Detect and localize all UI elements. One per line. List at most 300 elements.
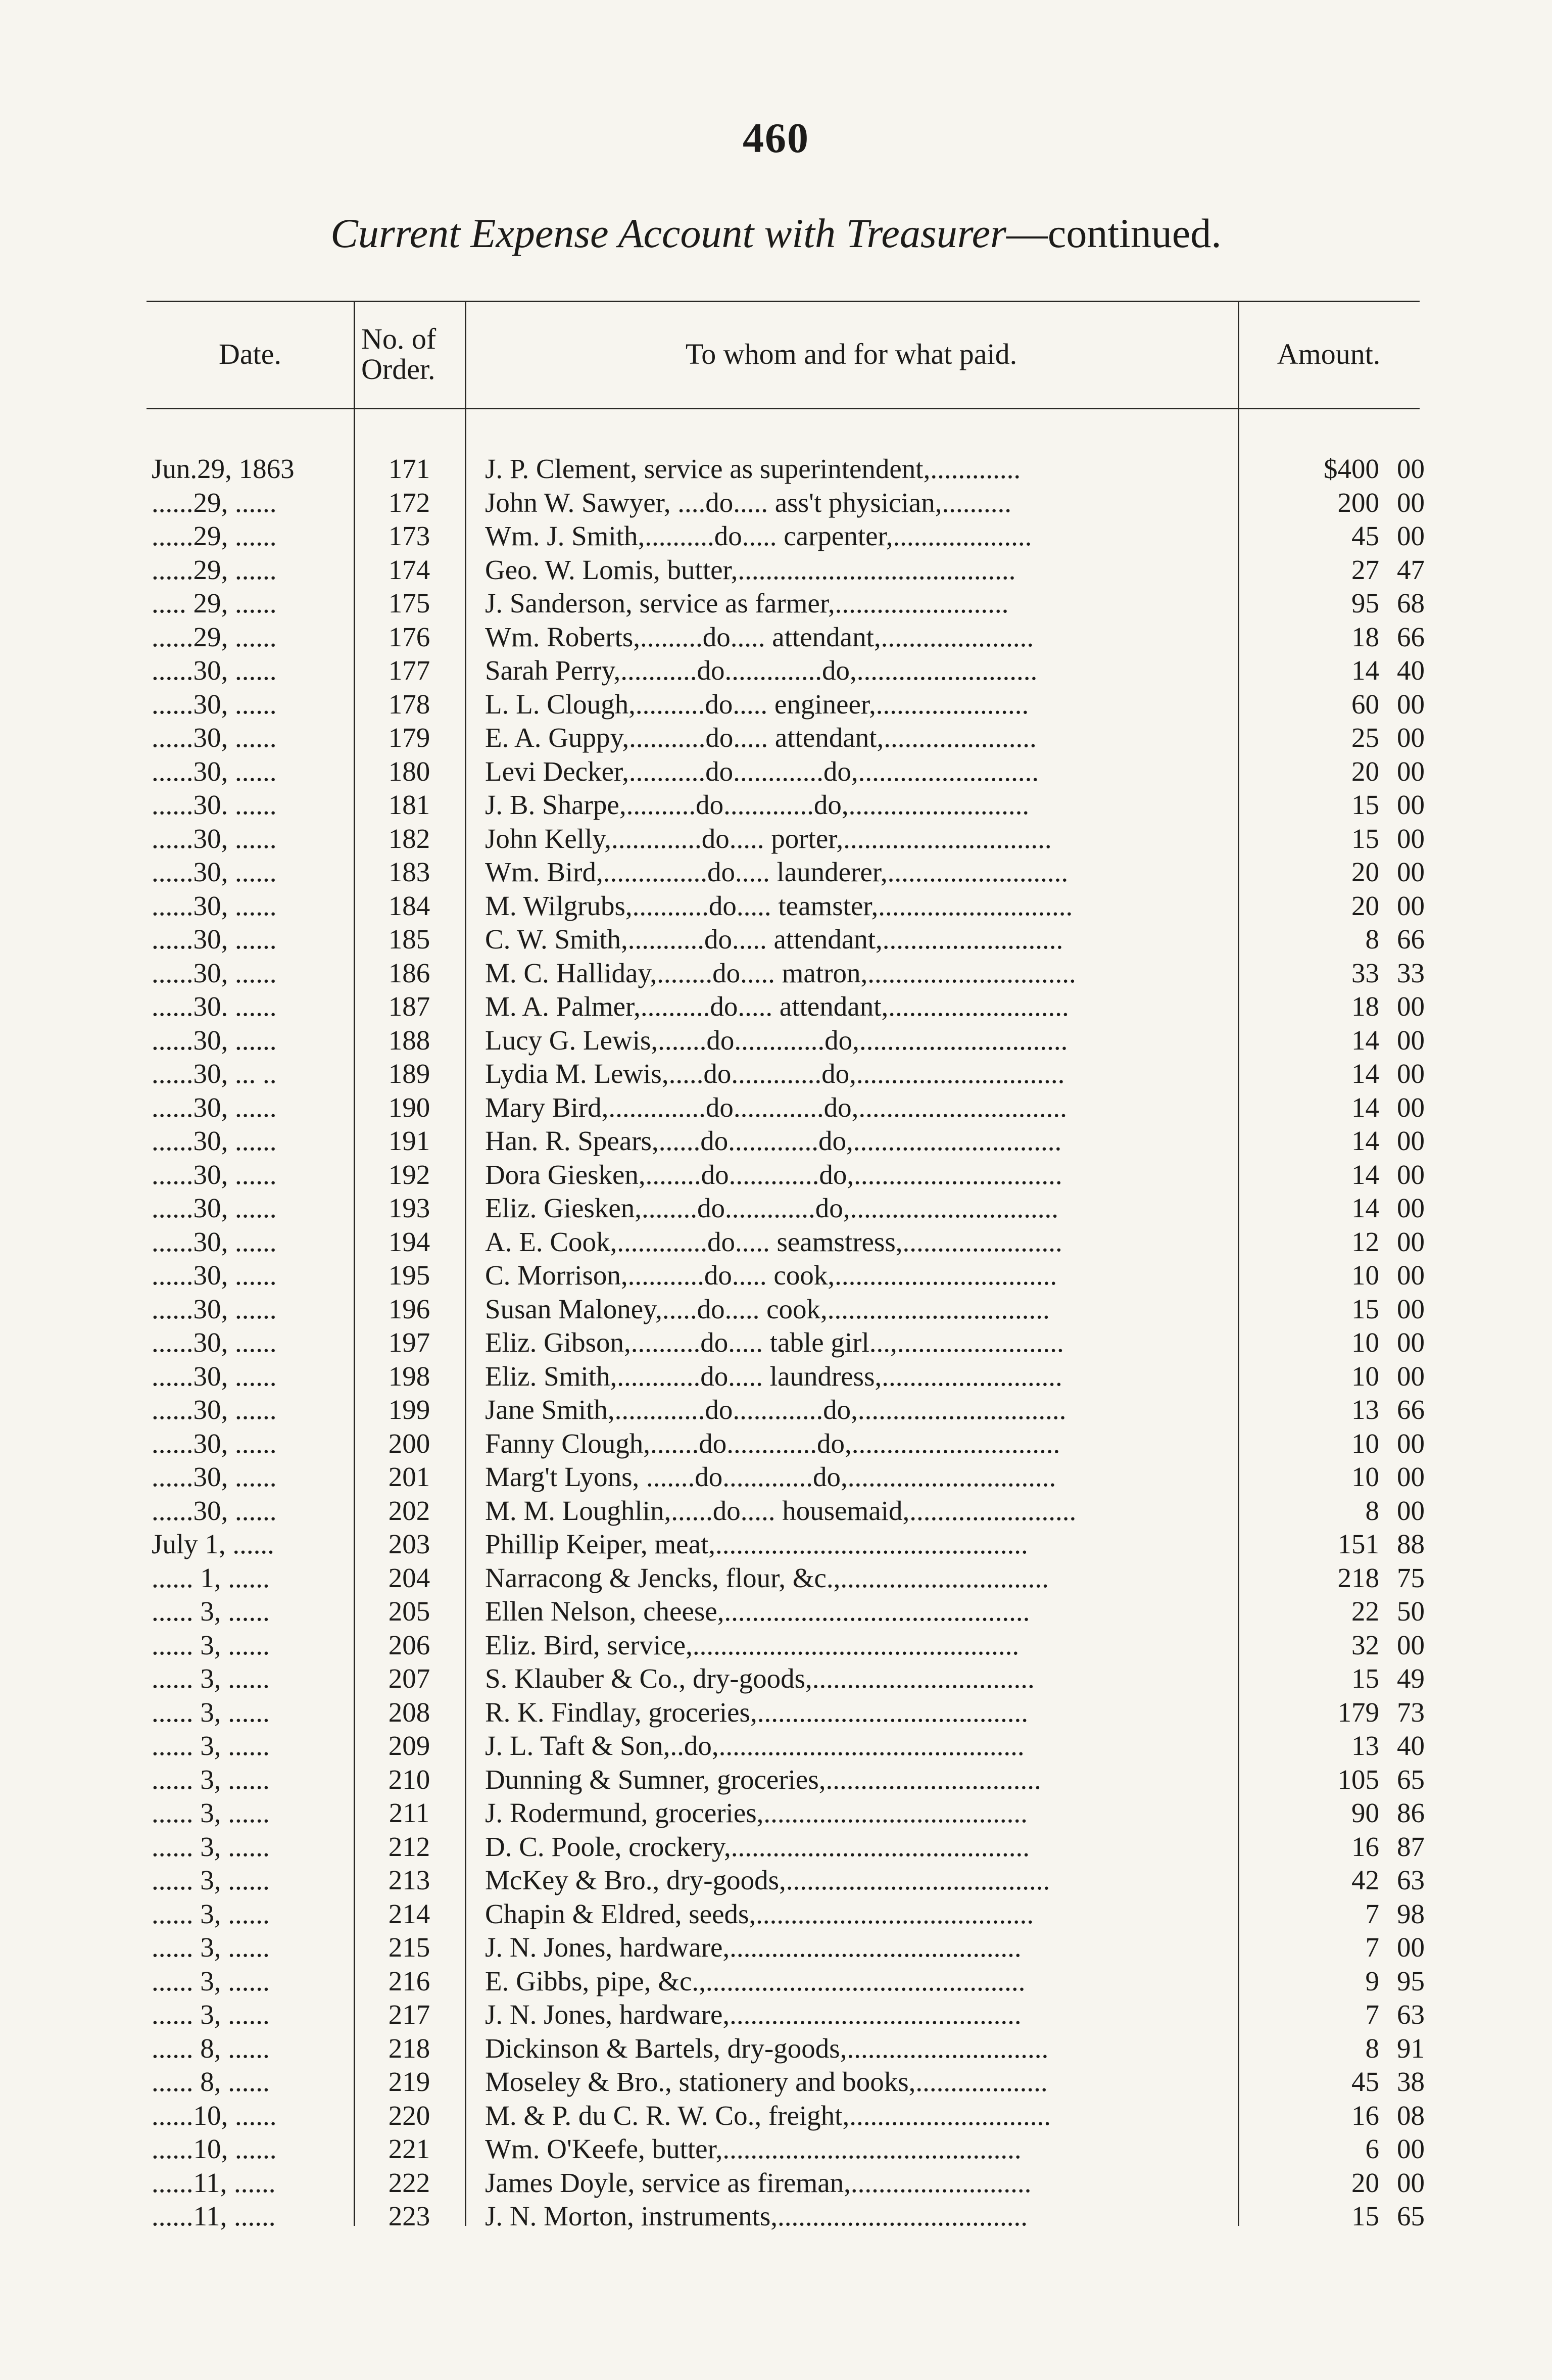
row-date: ......29, ......: [152, 487, 277, 518]
row-amount: [1273, 1494, 1425, 1528]
row-description: C. W. Smith,...........do..... attendant,..........................: [485, 924, 1063, 955]
row-cents: 38: [1397, 2066, 1425, 2097]
row-order-number: 194: [388, 1226, 430, 1257]
row-cents: 00: [1397, 890, 1425, 921]
row-dollars: 20: [1351, 2167, 1379, 2198]
table-row: [147, 1561, 1425, 1595]
table-row: [147, 1393, 1425, 1427]
row-cents: 66: [1397, 924, 1425, 955]
row-cents: 00: [1397, 722, 1425, 753]
row-dollars: $400: [1324, 453, 1379, 484]
row-description: Wm. Bird,...............do..... launderer,..........................: [485, 856, 1069, 887]
row-cents: 95: [1397, 1965, 1425, 1996]
row-description: Wm. J. Smith,..........do..... carpenter,....................: [485, 520, 1032, 551]
row-amount: [1273, 1460, 1425, 1494]
table-row: [147, 654, 1425, 688]
row-cents: 00: [1397, 1024, 1425, 1056]
row-description: Phillip Keiper, meat,.............................................: [485, 1529, 1028, 1559]
table-row: [147, 1057, 1425, 1091]
row-order-number: 213: [388, 1865, 430, 1895]
row-dollars: 14: [1351, 1024, 1379, 1056]
expense-table: [147, 301, 1425, 2231]
row-cents: 87: [1397, 1831, 1425, 1862]
row-order-number: 179: [388, 722, 430, 753]
row-dollars: 14: [1351, 1058, 1379, 1089]
row-description: E. A. Guppy,...........do..... attendant,......................: [485, 722, 1037, 753]
row-dollars: 90: [1351, 1797, 1379, 1828]
row-cents: 00: [1397, 1932, 1425, 1963]
row-date: ..... 29, ......: [152, 588, 277, 618]
row-description: Han. R. Spears,......do.............do,..............................: [485, 1125, 1062, 1156]
row-order-number: 207: [388, 1663, 430, 1694]
row-order-number: 182: [388, 823, 430, 854]
row-description: R. K. Findlay, groceries,.......................................: [485, 1696, 1028, 1728]
row-order-number: 190: [388, 1091, 430, 1123]
row-description: Moseley & Bro., stationery and books,...................: [485, 2066, 1048, 2097]
row-dollars: 14: [1351, 1091, 1379, 1123]
table-row: [147, 587, 1425, 621]
row-amount: [1273, 2166, 1425, 2200]
row-cents: 68: [1397, 588, 1425, 618]
table-body: [147, 452, 1425, 2233]
row-dollars: 25: [1351, 722, 1379, 753]
row-cents: 00: [1397, 1260, 1425, 1291]
row-date: ...... 3, ......: [152, 1629, 270, 1660]
row-cents: 00: [1397, 453, 1425, 484]
row-description: S. Klauber & Co., dry-goods,................................: [485, 1663, 1035, 1694]
row-dollars: 8: [1365, 1495, 1379, 1526]
row-dollars: 10: [1351, 1360, 1379, 1392]
row-amount: [1273, 587, 1425, 620]
row-cents: 50: [1397, 1596, 1425, 1627]
row-description: Wm. Roberts,.........do..... attendant,......................: [485, 621, 1034, 652]
table-row: [147, 1192, 1425, 1225]
row-amount: [1273, 1696, 1425, 1729]
row-cents: 63: [1397, 1999, 1425, 2030]
row-cents: 47: [1397, 554, 1425, 585]
row-description: John W. Sawyer, ....do..... ass't physician,..........: [485, 487, 1011, 518]
row-date: ...... 3, ......: [152, 1965, 270, 1996]
row-amount: [1273, 1024, 1425, 1057]
row-cents: 00: [1397, 1193, 1425, 1223]
row-date: ......30, ......: [152, 1394, 277, 1425]
table-row: [147, 1091, 1425, 1125]
row-description: Dora Giesken,........do.............do,..............................: [485, 1159, 1062, 1190]
row-dollars: 7: [1365, 1999, 1379, 2030]
row-date: ...... 3, ......: [152, 1596, 270, 1627]
row-description: E. Gibbs, pipe, &c.,..............................................: [485, 1965, 1026, 1996]
table-row: [147, 1796, 1425, 1830]
row-date: ......30, ......: [152, 688, 277, 720]
row-cents: 00: [1397, 1327, 1425, 1358]
row-date: ......29, ......: [152, 621, 277, 652]
table-row: [147, 1225, 1425, 1259]
row-dollars: 8: [1365, 2032, 1379, 2064]
row-description: J. Rodermund, groceries,......................................: [485, 1797, 1028, 1828]
table-row: [147, 721, 1425, 755]
row-dollars: 14: [1351, 1159, 1379, 1190]
row-order-number: 193: [388, 1193, 430, 1223]
row-date: ......30, ......: [152, 924, 277, 955]
row-dollars: 16: [1351, 2100, 1379, 2131]
table-row: [147, 1864, 1425, 1897]
row-cents: 98: [1397, 1898, 1425, 1929]
row-dollars: 151: [1337, 1529, 1379, 1559]
row-cents: 86: [1397, 1797, 1425, 1828]
row-description: Dickinson & Bartels, dry-goods,.............................: [485, 2032, 1049, 2064]
row-dollars: 8: [1365, 924, 1379, 955]
row-description: M. C. Halliday,........do..... matron,..............................: [485, 957, 1076, 988]
row-description: L. L. Clough,..........do..... engineer,......................: [485, 688, 1029, 720]
row-amount: [1273, 788, 1425, 822]
row-description: Wm. O'Keefe, butter,...........................................: [485, 2133, 1022, 2164]
table-row: [147, 519, 1425, 553]
row-order-number: 216: [388, 1965, 430, 1996]
row-order-number: 221: [388, 2133, 430, 2164]
row-cents: 00: [1397, 1091, 1425, 1123]
row-amount: [1273, 2032, 1425, 2065]
table-row: [147, 2200, 1425, 2233]
row-date: ......11, ......: [152, 2167, 276, 2198]
row-dollars: 13: [1351, 1394, 1379, 1425]
row-amount: [1273, 1192, 1425, 1225]
row-dollars: 15: [1351, 1293, 1379, 1324]
row-order-number: 208: [388, 1696, 430, 1728]
row-date: ......30, ......: [152, 1461, 277, 1492]
row-order-number: 187: [388, 991, 430, 1022]
row-cents: 00: [1397, 1360, 1425, 1392]
row-date: ......30, ......: [152, 1327, 277, 1358]
row-description: Marg't Lyons, .......do.............do,..............................: [485, 1461, 1056, 1492]
table-row: [147, 1965, 1425, 1998]
row-amount: [1273, 1561, 1425, 1595]
table-row: [147, 2166, 1425, 2200]
row-amount: [1273, 822, 1425, 855]
table-row: [147, 1326, 1425, 1360]
row-date: ......30, ......: [152, 1293, 277, 1324]
table-row: [147, 553, 1425, 587]
table-row: [147, 486, 1425, 520]
row-date: ......10, ......: [152, 2133, 277, 2164]
row-cents: 08: [1397, 2100, 1425, 2131]
row-order-number: 202: [388, 1495, 430, 1526]
row-amount: [1273, 1091, 1425, 1124]
row-order-number: 189: [388, 1058, 430, 1089]
row-cents: 88: [1397, 1529, 1425, 1559]
row-order-number: 217: [388, 1999, 430, 2030]
row-date: ...... 3, ......: [152, 1898, 270, 1929]
row-cents: 00: [1397, 688, 1425, 720]
row-amount: [1273, 2132, 1425, 2166]
row-order-number: 185: [388, 924, 430, 955]
row-amount: [1273, 688, 1425, 721]
row-order-number: 198: [388, 1360, 430, 1392]
row-date: ......30, ......: [152, 722, 277, 753]
row-date: ...... 3, ......: [152, 1764, 270, 1795]
row-description: J. B. Sharpe,..........do.............do,..........................: [485, 789, 1030, 820]
row-amount: [1273, 1897, 1425, 1931]
table-header-rule: [147, 408, 1420, 409]
row-cents: 40: [1397, 655, 1425, 686]
row-date: ...... 3, ......: [152, 1730, 270, 1761]
table-row: [147, 1259, 1425, 1293]
row-amount: [1273, 1729, 1425, 1763]
table-row: [147, 1931, 1425, 1965]
row-date: ...... 3, ......: [152, 1932, 270, 1963]
table-row: [147, 889, 1425, 923]
header-order-line2: Order.: [361, 353, 435, 386]
row-amount: [1273, 553, 1425, 587]
row-description: Eliz. Gibson,..........do..... table girl...,........................: [485, 1327, 1064, 1358]
header-order-line1: No. of: [361, 322, 437, 355]
row-dollars: 33: [1351, 957, 1379, 988]
page-title: [0, 210, 1552, 257]
row-dollars: 10: [1351, 1461, 1379, 1492]
table-row: [147, 2065, 1425, 2099]
row-amount: [1273, 2065, 1425, 2099]
row-dollars: 20: [1351, 890, 1379, 921]
row-amount: [1273, 1629, 1425, 1662]
row-amount: [1273, 1528, 1425, 1561]
table-row: [147, 2032, 1425, 2066]
row-cents: 40: [1397, 1730, 1425, 1761]
row-amount: [1273, 519, 1425, 553]
row-dollars: 10: [1351, 1327, 1379, 1358]
row-order-number: 209: [388, 1730, 430, 1761]
row-order-number: 173: [388, 520, 430, 551]
row-date: ......30, ......: [152, 655, 277, 686]
row-dollars: 22: [1351, 1596, 1379, 1627]
row-cents: 00: [1397, 991, 1425, 1022]
row-description: J. P. Clement, service as superintendent,.............: [485, 453, 1021, 484]
row-amount: [1273, 654, 1425, 687]
row-order-number: 183: [388, 856, 430, 887]
row-order-number: 195: [388, 1260, 430, 1291]
row-description: A. E. Cook,.............do..... seamstress,.......................: [485, 1226, 1062, 1257]
row-description: M. M. Loughlin,......do..... housemaid,........................: [485, 1495, 1077, 1526]
row-order-number: 206: [388, 1629, 430, 1660]
row-cents: 00: [1397, 1427, 1425, 1459]
row-dollars: 60: [1351, 688, 1379, 720]
row-order-number: 210: [388, 1764, 430, 1795]
row-dollars: 9: [1365, 1965, 1379, 1996]
row-amount: [1273, 1293, 1425, 1326]
row-dollars: 18: [1351, 991, 1379, 1022]
row-amount: [1273, 721, 1425, 754]
row-order-number: 176: [388, 621, 430, 652]
row-amount: [1273, 1662, 1425, 1695]
row-cents: 00: [1397, 520, 1425, 551]
row-dollars: 200: [1337, 487, 1379, 518]
title-continued: continued.: [1047, 210, 1222, 256]
row-date: ......30, ... ..: [152, 1058, 277, 1089]
row-dollars: 218: [1337, 1562, 1379, 1593]
row-dollars: 45: [1351, 2066, 1379, 2097]
row-amount: [1273, 1326, 1425, 1359]
row-order-number: 175: [388, 588, 430, 618]
row-order-number: 199: [388, 1394, 430, 1425]
row-amount: [1273, 1931, 1425, 1964]
row-amount: [1273, 889, 1425, 923]
row-description: Dunning & Sumner, groceries,...............................: [485, 1764, 1041, 1795]
row-date: ...... 3, ......: [152, 1999, 270, 2030]
row-description: Chapin & Eldred, seeds,........................................: [485, 1898, 1034, 1929]
row-description: Mary Bird,..............do.............do,..............................: [485, 1091, 1067, 1123]
row-cents: 00: [1397, 487, 1425, 518]
row-cents: 65: [1397, 2201, 1425, 2231]
table-row: [147, 1629, 1425, 1662]
row-description: D. C. Poole, crockery,...........................................: [485, 1831, 1030, 1862]
table-row: [147, 1830, 1425, 1864]
row-description: Lucy G. Lewis,.......do.............do,..............................: [485, 1024, 1068, 1056]
row-cents: 66: [1397, 1394, 1425, 1425]
row-amount: [1273, 1057, 1425, 1090]
row-date: ...... 1, ......: [152, 1562, 270, 1593]
row-order-number: 214: [388, 1898, 430, 1929]
row-date: ......11, ......: [152, 2201, 276, 2231]
row-dollars: 45: [1351, 520, 1379, 551]
row-date: ...... 3, ......: [152, 1797, 270, 1828]
table-row: [147, 1293, 1425, 1326]
row-description: James Doyle, service as fireman,..........................: [485, 2167, 1032, 2198]
table-row: [147, 923, 1425, 957]
row-order-number: 177: [388, 655, 430, 686]
row-date: ...... 3, ......: [152, 1696, 270, 1728]
row-amount: [1273, 1393, 1425, 1426]
table-row: [147, 1427, 1425, 1461]
row-cents: 00: [1397, 1293, 1425, 1324]
page-number: 460: [743, 115, 809, 162]
row-dollars: 95: [1351, 588, 1379, 618]
row-date: ......30. ......: [152, 789, 277, 820]
row-cents: 00: [1397, 1159, 1425, 1190]
row-dollars: 14: [1351, 655, 1379, 686]
row-cents: 00: [1397, 2167, 1425, 2198]
row-dollars: 14: [1351, 1193, 1379, 1223]
row-cents: 00: [1397, 789, 1425, 820]
row-cents: 73: [1397, 1696, 1425, 1728]
row-description: Jane Smith,.............do.............do,..............................: [485, 1394, 1066, 1425]
row-cents: 33: [1397, 957, 1425, 988]
row-order-number: 203: [388, 1529, 430, 1559]
row-dollars: 20: [1351, 755, 1379, 787]
row-amount: [1273, 1360, 1425, 1393]
row-order-number: 186: [388, 957, 430, 988]
row-description: J. L. Taft & Son,..do,............................................: [485, 1730, 1025, 1761]
row-description: J. N. Jones, hardware,..........................................: [485, 1932, 1022, 1963]
row-dollars: 14: [1351, 1125, 1379, 1156]
row-dollars: 10: [1351, 1427, 1379, 1459]
row-description: Narracong & Jencks, flour, &c.,..............................: [485, 1562, 1049, 1593]
row-dollars: 20: [1351, 856, 1379, 887]
table-row: [147, 1158, 1425, 1192]
row-date: ......10, ......: [152, 2100, 277, 2131]
row-cents: 00: [1397, 1226, 1425, 1257]
table-row: [147, 1124, 1425, 1158]
row-description: Susan Maloney,.....do..... cook,................................: [485, 1293, 1050, 1324]
row-amount: [1273, 1965, 1425, 1998]
row-order-number: 172: [388, 487, 430, 518]
table-row: [147, 1360, 1425, 1394]
row-amount: [1273, 452, 1425, 486]
row-amount: [1273, 486, 1425, 519]
row-order-number: 174: [388, 554, 430, 585]
row-amount: [1273, 1864, 1425, 1897]
row-description: Ellen Nelson, cheese,............................................: [485, 1596, 1030, 1627]
row-description: Eliz. Giesken,........do.............do,..............................: [485, 1193, 1059, 1223]
row-amount: [1273, 1998, 1425, 2031]
row-date: ......30, ......: [152, 1427, 277, 1459]
row-date: ......30, ......: [152, 1495, 277, 1526]
row-amount: [1273, 957, 1425, 990]
row-date: ......30, ......: [152, 1091, 277, 1123]
row-date: ......30, ......: [152, 1193, 277, 1223]
row-amount: [1273, 855, 1425, 889]
header-paid: To whom and for what paid.: [685, 338, 1017, 370]
row-amount: [1273, 1259, 1425, 1292]
row-amount: [1273, 1595, 1425, 1628]
row-dollars: 7: [1365, 1898, 1379, 1929]
row-cents: 00: [1397, 755, 1425, 787]
row-dollars: 10: [1351, 1260, 1379, 1291]
row-dollars: 179: [1337, 1696, 1379, 1728]
row-cents: 00: [1397, 1495, 1425, 1526]
row-description: J. N. Morton, instruments,....................................: [485, 2201, 1028, 2231]
table-row: [147, 788, 1425, 822]
table-row: [147, 2099, 1425, 2133]
row-dollars: 13: [1351, 1730, 1379, 1761]
row-amount: [1273, 2200, 1425, 2233]
row-dollars: 15: [1351, 789, 1379, 820]
row-order-number: 191: [388, 1125, 430, 1156]
table-row: [147, 1696, 1425, 1730]
row-order-number: 192: [388, 1159, 430, 1190]
row-order-number: 223: [388, 2201, 430, 2231]
row-amount: [1273, 1763, 1425, 1796]
row-date: ......29, ......: [152, 554, 277, 585]
row-description: Levi Decker,...........do.............do,..........................: [485, 755, 1039, 787]
row-cents: 00: [1397, 1125, 1425, 1156]
row-date: July 1, ......: [152, 1529, 274, 1559]
row-amount: [1273, 621, 1425, 654]
title-dash: —: [1006, 210, 1048, 256]
row-order-number: 171: [388, 453, 430, 484]
row-description: Sarah Perry,...........do..............do,..........................: [485, 655, 1038, 686]
row-description: McKey & Bro., dry-goods,......................................: [485, 1865, 1050, 1895]
row-date: ......30. ......: [152, 991, 277, 1022]
table-row: [147, 452, 1425, 486]
row-date: ......30, ......: [152, 755, 277, 787]
row-description: Eliz. Smith,............do..... laundress,..........................: [485, 1360, 1062, 1392]
row-dollars: 27: [1351, 554, 1379, 585]
row-date: Jun.29, 1863: [152, 453, 295, 484]
table-row: [147, 822, 1425, 856]
row-description: M. Wilgrubs,...........do..... teamster,............................: [485, 890, 1073, 921]
row-description: Eliz. Bird, service,...............................................: [485, 1629, 1020, 1660]
table-row: [147, 1024, 1425, 1058]
row-dollars: 16: [1351, 1831, 1379, 1862]
row-order-number: 212: [388, 1831, 430, 1862]
row-date: ......30, ......: [152, 957, 277, 988]
row-date: ...... 3, ......: [152, 1865, 270, 1895]
row-cents: 66: [1397, 621, 1425, 652]
row-dollars: 7: [1365, 1932, 1379, 1963]
row-order-number: 211: [389, 1797, 430, 1828]
row-dollars: 18: [1351, 621, 1379, 652]
table-row: [147, 2132, 1425, 2166]
row-order-number: 196: [388, 1293, 430, 1324]
title-italic: Current Expense Account with Treasurer: [330, 210, 1006, 256]
